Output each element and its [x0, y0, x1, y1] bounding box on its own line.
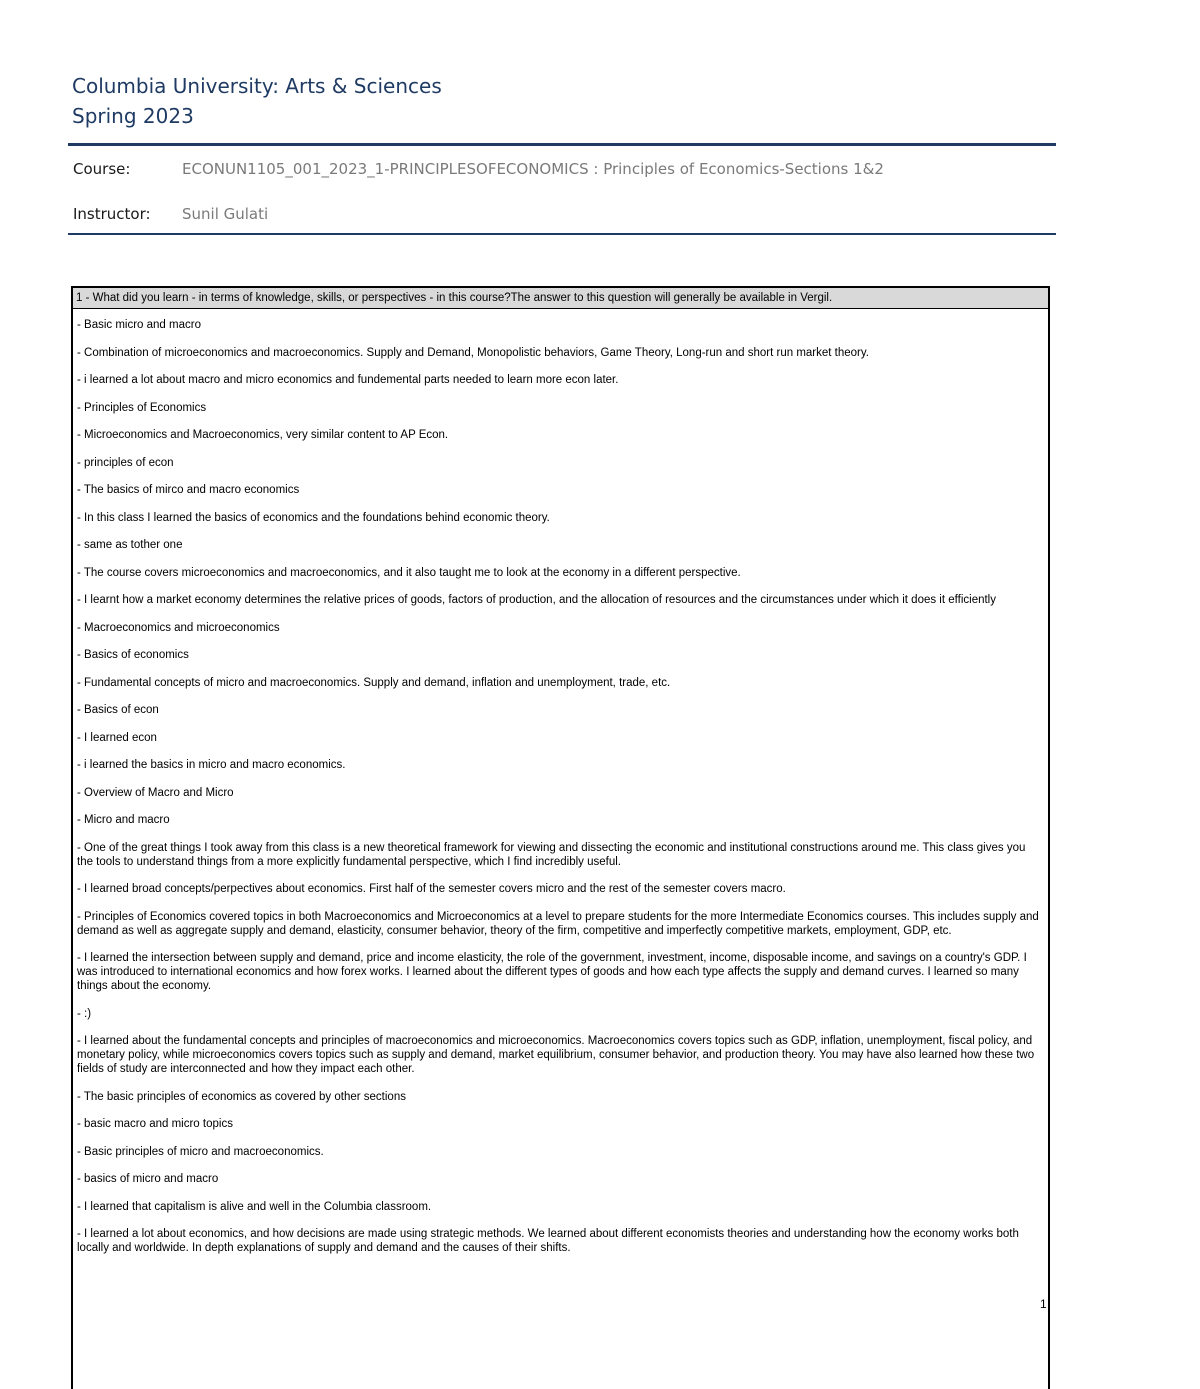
answer-item: - i learned the basics in micro and macro economics.	[77, 759, 346, 771]
answer-item: - basic macro and micro topics	[77, 1118, 233, 1130]
answer-item: - I learned a lot about economics, and how decisions are made using strategic methods. We learned about different economists theories and understanding how the economy works both locally and worldwide. In depth explanations of supply and demand and the causes of their shifts.	[77, 1228, 1019, 1254]
header-divider-top	[68, 143, 1056, 146]
instructor-label: Instructor:	[73, 205, 151, 223]
answer-item: - Micro and macro	[77, 814, 170, 826]
answer-item: - Overview of Macro and Micro	[77, 786, 234, 799]
term-title: Spring 2023	[72, 104, 194, 128]
answer-item: - Fundamental concepts of micro and macroeconomics. Supply and demand, inflation and unemployment, trade, etc.	[77, 676, 671, 689]
answer-item: - In this class I learned the basics of economics and the foundations behind economic theory.	[77, 511, 550, 524]
answer-item: - One of the great things I took away from this class is a new theoretical framework for viewing and dissecting the economic and institutional constructions around me. This class gives you the tools to understand things from a more explicitly fundamental perspective, which I find incredibly useful.	[77, 841, 1026, 868]
answer-item: - The course covers microeconomics and macroeconomics, and it also taught me to look at the economy in a different perspective.	[77, 566, 741, 579]
answer-item: - i learned a lot about macro and micro economics and fundemental parts needed to learn more econ later.	[77, 374, 619, 386]
answer-item: - I learnt how a market economy determines the relative prices of goods, factors of production, and the allocation of resources and the circumstances under which it does it efficiently	[77, 594, 996, 606]
header-divider-bottom	[68, 233, 1056, 235]
answer-item: - Macroeconomics and microeconomics	[77, 621, 280, 634]
answer-item: - Basics of economics	[77, 649, 189, 661]
response-table	[71, 286, 1050, 1389]
answer-item: - I learned that capitalism is alive and well in the Columbia classroom.	[77, 1200, 432, 1213]
school-title: Columbia University: Arts & Sciences	[72, 74, 442, 98]
answer-item: - I learned the intersection between supply and demand, price and income elasticity, the role of the government, investment, income, disposable income, and savings on a country's GDP. I was introduced to international economics and how forex works. I learned about the different types of goods and how each type affects the supply and demand curves. I learned so many things about the economy.	[77, 952, 1027, 992]
answer-item: - Principles of Economics	[77, 401, 207, 414]
course-label: Course:	[73, 160, 131, 178]
course-value: ECONUN1105_001_2023_1-PRINCIPLESOFECONOMICS : Principles of Economics-Sections 1&2	[182, 160, 884, 178]
page-number: 1	[1040, 1297, 1047, 1311]
answer-list	[73, 309, 1048, 1255]
answer-item: - Principles of Economics covered topics in both Macroeconomics and Microeconomics at a level to prepare students for the more Intermediate Economics courses. This includes supply and demand as well as aggregate supply and demand, elasticity, consumer behavior, theory of the firm, competitive and imperfectly competitive markets, employment, GDP, etc.	[77, 910, 1039, 937]
answer-item: - principles of econ	[77, 456, 174, 469]
answer-item: - Basic micro and macro	[77, 319, 201, 331]
answer-item: - Basic principles of micro and macroeconomics.	[77, 1145, 324, 1158]
answer-item: - :)	[77, 1007, 92, 1020]
answer-item: - basics of micro and macro	[77, 1173, 219, 1185]
answer-item: - Combination of microeconomics and macroeconomics. Supply and Demand, Monopolistic behaviors, Game Theory, Long-run and short run market theory.	[77, 346, 869, 359]
answer-item: - I learned broad concepts/perpectives about economics. First half of the semester covers micro and the rest of the semester covers macro.	[77, 883, 786, 895]
answer-item: - Microeconomics and Macroeconomics, very similar content to AP Econ.	[77, 429, 449, 441]
answer-item: - I learned about the fundamental concepts and principles of macroeconomics and microeconomics. Macroeconomics covers topics such as GDP, inflation, unemployment, fiscal policy, and monetary policy, while microeconomics covers topics such as supply and demand, market equilibrium, consumer behavior, and production theory. You may have also learned how these two fields of study are interconnected and how they impact each other.	[77, 1035, 1035, 1075]
question-header: 1 - What did you learn - in terms of knowledge, skills, or perspectives - in this course?The answer to this question will generally be available in Vergil.	[73, 288, 1048, 309]
answer-item: - The basics of mirco and macro economics	[77, 484, 300, 496]
answer-item: - I learned econ	[77, 731, 157, 744]
instructor-value: Sunil Gulati	[182, 205, 269, 223]
answer-item: - same as tother one	[77, 539, 183, 551]
answer-item: - Basics of econ	[77, 704, 159, 716]
answer-item: - The basic principles of economics as covered by other sections	[77, 1090, 406, 1103]
